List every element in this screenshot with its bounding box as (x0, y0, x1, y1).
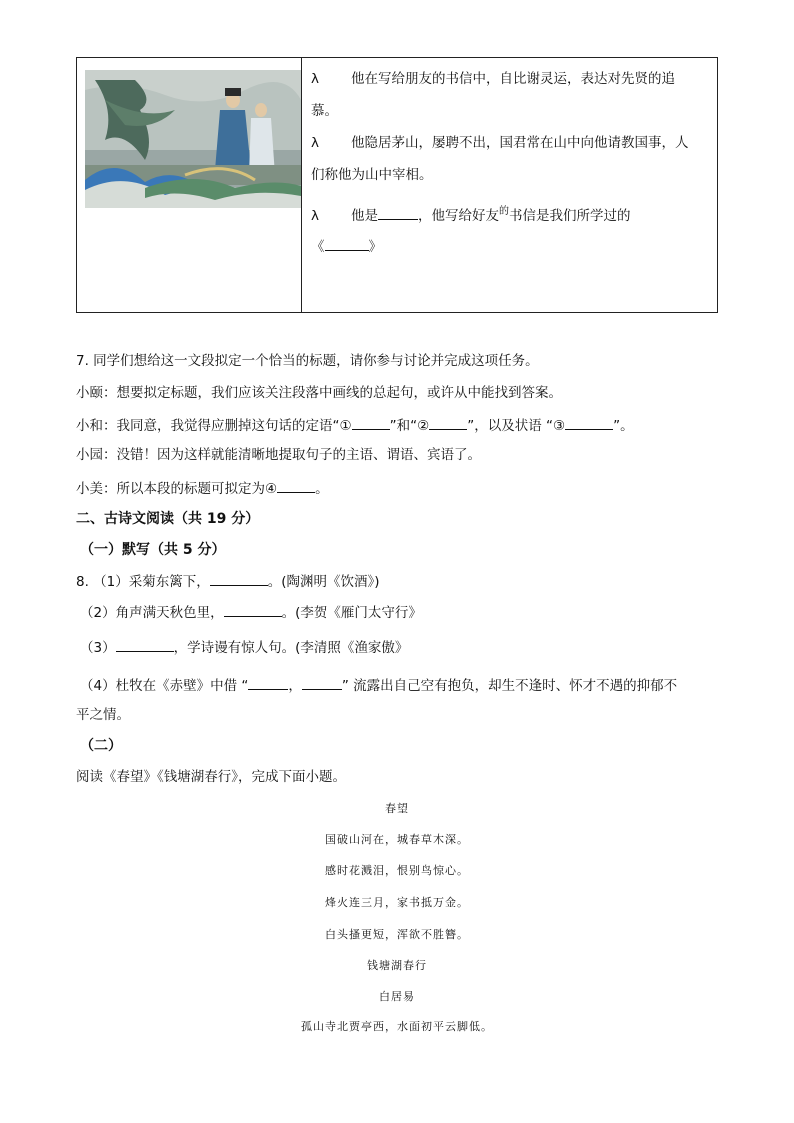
answer-blank[interactable] (248, 675, 288, 690)
painting-image (85, 70, 301, 208)
q7-prompt: 7. 同学们想给这一文段拟定一个恰当的标题，请你参与讨论并完成这项任务。 (76, 353, 539, 369)
q8-item-2: （2）角声满天秋色里， 。(李贺《雁门太守行》 (80, 602, 422, 622)
poem-line: 国破山河在，城春草木深。 (325, 833, 469, 846)
answer-blank[interactable] (116, 637, 174, 652)
q8-item-4-cont: 平之情。 (76, 707, 130, 723)
q7-xiaoyi: 小颐：想要拟定标题，我们应该关注段落中画线的总起句，或许从中能找到答案。 (76, 385, 562, 401)
info-table (76, 57, 718, 313)
q8-item-1: 8. （1）采菊东篱下， 。(陶渊明《饮酒》) (76, 571, 380, 591)
bullet-item-2: λ 他隐居茅山，屡聘不出，国君常在山中向他请教国事，人 (311, 135, 689, 151)
answer-blank[interactable] (210, 571, 268, 586)
section-heading: 二、古诗文阅读（共 19 分） (76, 511, 260, 527)
table-divider (301, 58, 302, 312)
bullet-marker: λ (311, 71, 319, 87)
poem-line: 烽火连三月，家书抵万金。 (325, 896, 469, 909)
reading-prompt: 阅读《春望》《钱塘湖春行》，完成下面小题。 (76, 769, 346, 785)
poem-line: 孤山寺北贾亭西，水面初平云脚低。 (301, 1020, 493, 1033)
q8-item-3: （3） ，学诗谩有惊人句。(李清照《渔家傲》 (80, 637, 408, 657)
answer-blank-2[interactable] (429, 415, 467, 430)
answer-blank[interactable] (224, 602, 282, 617)
answer-blank-4[interactable] (277, 478, 315, 493)
q7-xiaohe: 小和：我同意，我觉得应删掉这句话的定语“① ”和“② ”，以及状语 “③ ”。 (76, 415, 634, 435)
answer-blank-3[interactable] (565, 415, 613, 430)
bullet-item-3: λ 他是 ，他写给好友$^的$书信是我们所学过的 (311, 206, 631, 224)
answer-blank[interactable] (325, 236, 369, 251)
poem-line: 白头搔更短，浑欲不胜簪。 (325, 928, 469, 941)
q7-xiaoyuan: 小园：没错！因为这样就能清晰地提取句子的主语、谓语、宾语了。 (76, 447, 481, 463)
q8-item-4: （4）杜牧在《赤壁》中借 “ ， ” 流露出自己空有抱负，却生不逢时、怀才不遇的抑郁不 (80, 675, 677, 695)
answer-blank[interactable] (378, 205, 418, 220)
subsection-heading-2: （二） (80, 738, 122, 754)
q7-xiaomei: 小美：所以本段的标题可拟定为④ 。 (76, 478, 329, 498)
poem-author: 白居易 (379, 990, 415, 1003)
bullet-marker: λ (311, 208, 319, 224)
answer-blank-1[interactable] (352, 415, 390, 430)
poem-title-2: 钱塘湖春行 (367, 959, 427, 972)
poem-title-1: 春望 (385, 802, 409, 815)
bullet-item-2-cont: 们称他为山中宰相。 (311, 167, 433, 183)
subsection-heading-1: （一）默写（共 5 分） (80, 542, 226, 558)
painting-svg (85, 70, 301, 208)
bullet-item-1-cont: 慕。 (311, 103, 338, 119)
poem-line: 感时花溅泪，恨别鸟惊心。 (325, 864, 469, 877)
answer-blank[interactable] (302, 675, 342, 690)
bullet-item-1: λ 他在写给朋友的书信中，自比谢灵运，表达对先贤的追 (311, 71, 675, 87)
bullet-item-3-cont: 《 》 (311, 236, 382, 256)
bullet-marker: λ (311, 135, 319, 151)
